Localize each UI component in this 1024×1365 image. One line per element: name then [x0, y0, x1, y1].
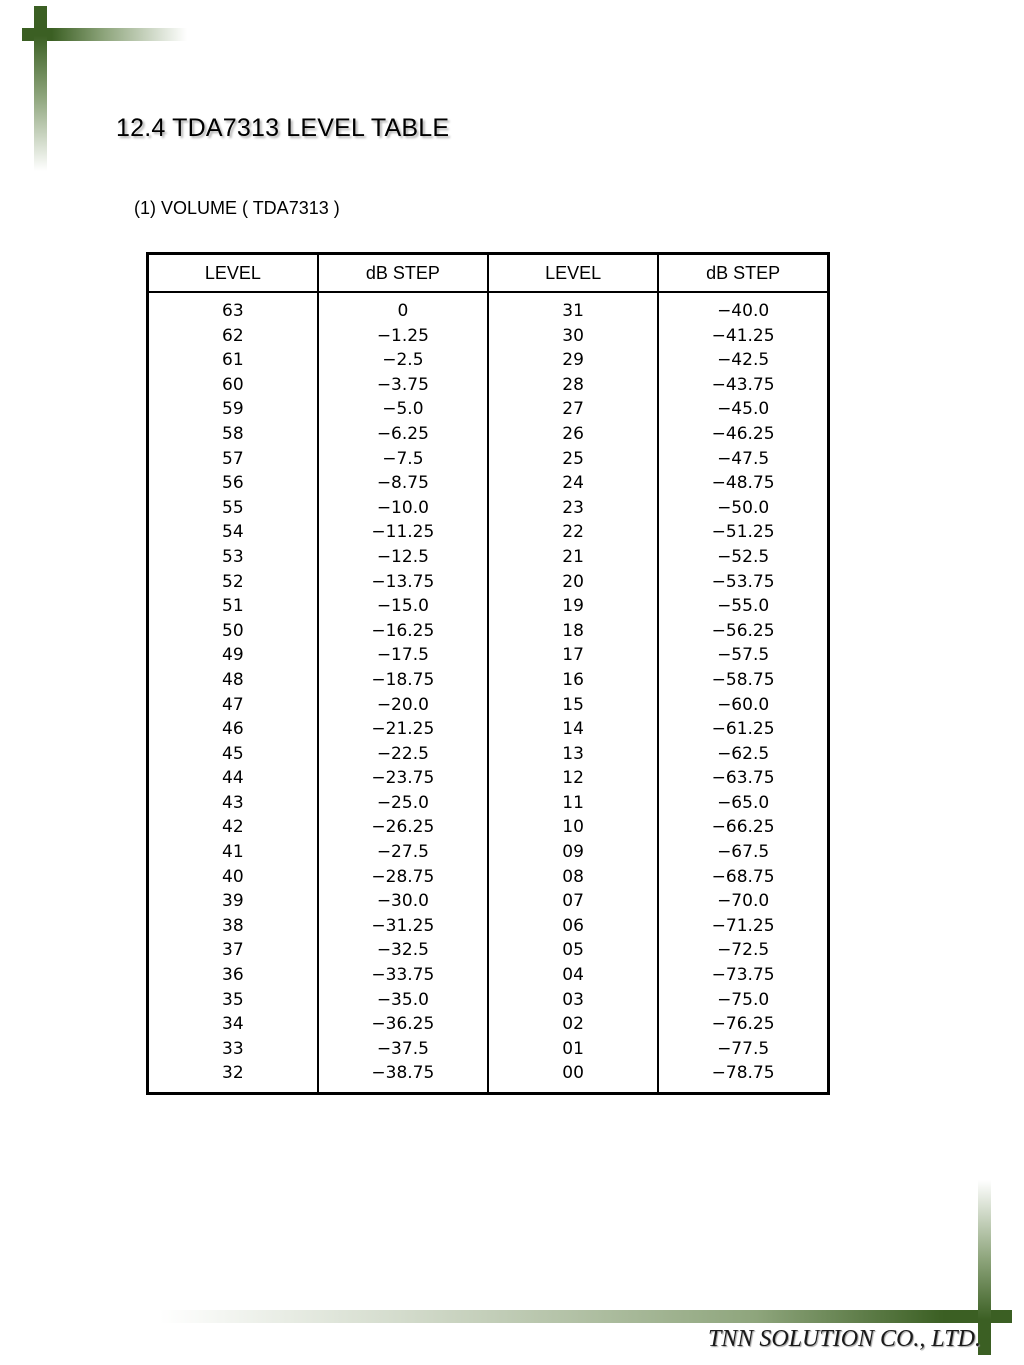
- level-cell: 27: [488, 397, 658, 422]
- table-row: [148, 988, 829, 1013]
- table-row: [148, 292, 829, 324]
- level-cell: 41: [148, 840, 318, 865]
- level-cell: 59: [148, 397, 318, 422]
- level-cell: 21: [488, 545, 658, 570]
- level-cell: 05: [488, 938, 658, 963]
- db-step-cell: −50.0: [717, 497, 770, 518]
- db-step-cell: −31.25: [318, 914, 488, 939]
- table-row: [148, 938, 829, 963]
- header-db-step-2: dB STEP: [658, 254, 828, 293]
- level-cell: 10: [488, 815, 658, 840]
- db-step-cell: −53.75: [711, 571, 775, 592]
- db-step-cell: −32.5: [318, 938, 488, 963]
- level-cell: 03: [488, 988, 658, 1013]
- level-cell: 38: [148, 914, 318, 939]
- level-cell: 00: [488, 1061, 658, 1093]
- header-db-step-1: dB STEP: [318, 254, 488, 293]
- db-step-cell: −8.75: [318, 471, 488, 496]
- table-row: [148, 865, 829, 890]
- table-row: [148, 1061, 829, 1093]
- db-step-cell: −71.25: [711, 915, 775, 936]
- level-cell: 19: [488, 594, 658, 619]
- table-row: [148, 373, 829, 398]
- db-step-cell: −20.0: [318, 693, 488, 718]
- db-step-cell: −30.0: [318, 889, 488, 914]
- table-row: [148, 447, 829, 472]
- table-row: [148, 914, 829, 939]
- level-table-header: [148, 254, 829, 293]
- db-step-cell: −18.75: [318, 668, 488, 693]
- level-cell: 01: [488, 1037, 658, 1062]
- level-cell: 51: [148, 594, 318, 619]
- table-row: [148, 1012, 829, 1037]
- table-row: [148, 643, 829, 668]
- level-cell: 57: [148, 447, 318, 472]
- level-cell: 55: [148, 496, 318, 521]
- level-cell: 06: [488, 914, 658, 939]
- level-cell: 49: [148, 643, 318, 668]
- level-cell: 61: [148, 348, 318, 373]
- db-step-cell: −1.25: [318, 324, 488, 349]
- level-cell: 09: [488, 840, 658, 865]
- level-cell: 22: [488, 520, 658, 545]
- table-row: [148, 619, 829, 644]
- db-step-cell: −67.5: [717, 842, 770, 863]
- table-row: [148, 963, 829, 988]
- level-cell: 58: [148, 422, 318, 447]
- db-step-cell: −5.0: [318, 397, 488, 422]
- db-step-cell: −72.5: [717, 940, 770, 961]
- db-step-cell: −55.0: [717, 596, 770, 617]
- level-cell: 36: [148, 963, 318, 988]
- level-cell: 29: [488, 348, 658, 373]
- db-step-cell: −61.25: [711, 719, 775, 740]
- db-step-cell: −76.25: [711, 1014, 775, 1035]
- level-cell: 48: [148, 668, 318, 693]
- level-cell: 18: [488, 619, 658, 644]
- level-cell: 37: [148, 938, 318, 963]
- level-cell: 08: [488, 865, 658, 890]
- db-step-cell: −57.5: [717, 645, 770, 666]
- db-step-cell: −77.5: [717, 1038, 770, 1059]
- db-step-cell: −7.5: [318, 447, 488, 472]
- corner-accent-bottom-right-horizontal: [160, 1310, 1012, 1323]
- db-step-cell: −62.5: [717, 743, 770, 764]
- table-row: [148, 1037, 829, 1062]
- level-cell: 25: [488, 447, 658, 472]
- level-cell: 47: [148, 693, 318, 718]
- db-step-cell: −60.0: [717, 694, 770, 715]
- level-cell: 63: [148, 292, 318, 324]
- db-step-cell: −27.5: [318, 840, 488, 865]
- level-cell: 52: [148, 570, 318, 595]
- level-cell: 04: [488, 963, 658, 988]
- table-row: [148, 324, 829, 349]
- db-step-cell: −11.25: [318, 520, 488, 545]
- table-row: [148, 570, 829, 595]
- table-row: [148, 693, 829, 718]
- db-step-cell: −41.25: [711, 325, 775, 346]
- company-footer: TNN SOLUTION CO., LTD.: [708, 1326, 981, 1352]
- db-step-cell: −66.25: [711, 817, 775, 838]
- table-row: [148, 471, 829, 496]
- level-cell: 53: [148, 545, 318, 570]
- level-cell: 34: [148, 1012, 318, 1037]
- level-cell: 42: [148, 815, 318, 840]
- level-cell: 39: [148, 889, 318, 914]
- db-step-cell: −52.5: [717, 546, 770, 567]
- table-row: [148, 889, 829, 914]
- table-row: [148, 520, 829, 545]
- db-step-cell: −3.75: [318, 373, 488, 398]
- level-cell: 31: [488, 292, 658, 324]
- table-row: [148, 496, 829, 521]
- db-step-cell: −75.0: [717, 989, 770, 1010]
- db-step-cell: −63.75: [711, 768, 775, 789]
- header-level-1: LEVEL: [148, 254, 318, 293]
- db-step-cell: −45.0: [717, 399, 770, 420]
- table-row: [148, 397, 829, 422]
- db-step-cell: −12.5: [318, 545, 488, 570]
- db-step-cell: −43.75: [711, 374, 775, 395]
- db-step-cell: −58.75: [711, 669, 775, 690]
- table-row: [148, 815, 829, 840]
- db-step-cell: −36.25: [318, 1012, 488, 1037]
- db-step-cell: −15.0: [318, 594, 488, 619]
- level-cell: 15: [488, 693, 658, 718]
- table-row: [148, 545, 829, 570]
- level-cell: 07: [488, 889, 658, 914]
- level-cell: 33: [148, 1037, 318, 1062]
- db-step-cell: −65.0: [717, 792, 770, 813]
- level-cell: 16: [488, 668, 658, 693]
- level-cell: 50: [148, 619, 318, 644]
- table-row: [148, 594, 829, 619]
- level-cell: 35: [148, 988, 318, 1013]
- level-cell: 30: [488, 324, 658, 349]
- level-cell: 23: [488, 496, 658, 521]
- table-row: [148, 668, 829, 693]
- level-cell: 11: [488, 791, 658, 816]
- db-step-cell: −35.0: [318, 988, 488, 1013]
- level-cell: 20: [488, 570, 658, 595]
- db-step-cell: −40.0: [717, 301, 770, 321]
- db-step-cell: −56.25: [711, 620, 775, 641]
- table-row: [148, 791, 829, 816]
- db-step-cell: −46.25: [711, 423, 775, 444]
- db-step-cell: −28.75: [318, 865, 488, 890]
- level-cell: 02: [488, 1012, 658, 1037]
- level-cell: 14: [488, 717, 658, 742]
- db-step-cell: −33.75: [318, 963, 488, 988]
- db-step-cell: −21.25: [318, 717, 488, 742]
- db-step-cell: −6.25: [318, 422, 488, 447]
- db-step-cell: −2.5: [318, 348, 488, 373]
- db-step-cell: −51.25: [711, 522, 775, 543]
- db-step-cell: −48.75: [711, 473, 775, 494]
- db-step-cell: −10.0: [318, 496, 488, 521]
- header-row: [148, 254, 829, 293]
- level-cell: 28: [488, 373, 658, 398]
- table-row: [148, 766, 829, 791]
- section-subtitle: (1) VOLUME ( TDA7313 ): [134, 198, 340, 218]
- db-step-cell: 0: [318, 292, 488, 324]
- db-step-cell: −17.5: [318, 643, 488, 668]
- db-step-cell: −73.75: [711, 965, 775, 986]
- db-step-cell: −26.25: [318, 815, 488, 840]
- level-cell: 62: [148, 324, 318, 349]
- level-cell: 26: [488, 422, 658, 447]
- table-row: [148, 742, 829, 767]
- table-row: [148, 717, 829, 742]
- header-level-2: LEVEL: [488, 254, 658, 293]
- db-step-cell: −68.75: [711, 866, 775, 887]
- table-row: [148, 422, 829, 447]
- level-table: [146, 252, 830, 1095]
- table-row: [148, 840, 829, 865]
- db-step-cell: −70.0: [717, 891, 770, 912]
- corner-accent-top-left-vertical: [34, 6, 47, 171]
- level-cell: 32: [148, 1061, 318, 1093]
- level-cell: 24: [488, 471, 658, 496]
- level-cell: 40: [148, 865, 318, 890]
- level-cell: 60: [148, 373, 318, 398]
- level-cell: 54: [148, 520, 318, 545]
- table-row: [148, 348, 829, 373]
- level-cell: 43: [148, 791, 318, 816]
- db-step-cell: −37.5: [318, 1037, 488, 1062]
- db-step-cell: −13.75: [318, 570, 488, 595]
- db-step-cell: −23.75: [318, 766, 488, 791]
- db-step-cell: −42.5: [717, 350, 770, 371]
- db-step-cell: −47.5: [717, 448, 770, 469]
- db-step-cell: −22.5: [318, 742, 488, 767]
- level-cell: 13: [488, 742, 658, 767]
- level-table-body: [148, 292, 829, 1094]
- page-title: 12.4 TDA7313 LEVEL TABLE: [116, 114, 450, 142]
- db-step-cell: −78.75: [711, 1063, 775, 1084]
- level-cell: 56: [148, 471, 318, 496]
- level-cell: 46: [148, 717, 318, 742]
- db-step-cell: −25.0: [318, 791, 488, 816]
- level-cell: 12: [488, 766, 658, 791]
- level-cell: 45: [148, 742, 318, 767]
- level-cell: 17: [488, 643, 658, 668]
- db-step-cell: −38.75: [318, 1061, 488, 1093]
- level-cell: 44: [148, 766, 318, 791]
- db-step-cell: −16.25: [318, 619, 488, 644]
